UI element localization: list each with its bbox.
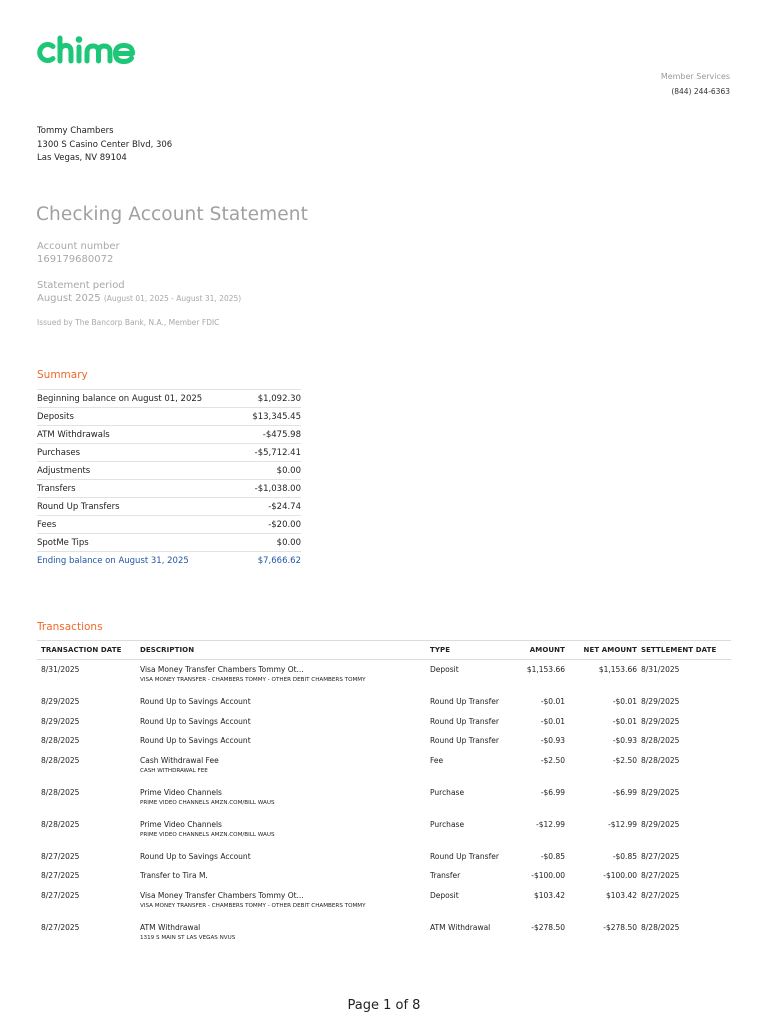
transaction-amount-text: -$100.00 bbox=[531, 871, 565, 880]
transaction-row bbox=[37, 712, 731, 732]
transaction-net-amount-text: -$12.99 bbox=[608, 819, 637, 829]
transaction-settlement-date bbox=[637, 788, 731, 797]
transaction-amount bbox=[512, 717, 565, 726]
transaction-description-text: Visa Money Transfer Chambers Tommy Ot... bbox=[140, 890, 304, 900]
transactions-title: Transactions bbox=[37, 621, 103, 633]
summary-row bbox=[37, 407, 301, 425]
transaction-date-text: 8/28/2025 bbox=[41, 819, 80, 829]
transaction-settlement-date bbox=[637, 923, 731, 932]
transaction-description bbox=[140, 820, 430, 838]
transaction-net-amount bbox=[565, 665, 637, 674]
transaction-settlement-date bbox=[637, 697, 731, 706]
transaction-amount bbox=[512, 756, 565, 765]
transaction-net-amount bbox=[565, 820, 637, 829]
summary-label: Fees bbox=[37, 519, 57, 530]
transaction-amount bbox=[512, 891, 565, 900]
summary-label: ATM Withdrawals bbox=[37, 429, 110, 440]
transaction-date-text: 8/29/2025 bbox=[41, 697, 80, 706]
transaction-description-text: Prime Video Channels bbox=[140, 787, 222, 797]
transaction-type-text: Purchase bbox=[430, 787, 465, 797]
transaction-row bbox=[37, 866, 731, 886]
transaction-date bbox=[37, 820, 140, 829]
transaction-net-amount-text: -$2.50 bbox=[612, 755, 637, 765]
transaction-description bbox=[140, 665, 430, 683]
transaction-amount-text: -$2.50 bbox=[540, 755, 565, 765]
statement-period-month: August 2025 bbox=[37, 293, 101, 304]
transaction-settlement-date bbox=[637, 665, 731, 674]
transaction-merchant-detail: VISA MONEY TRANSFER - CHAMBERS TOMMY - OTHER DEBIT CHAMBERS TOMMY bbox=[140, 677, 366, 683]
transaction-type-text: Round Up Transfer bbox=[430, 851, 499, 861]
transaction-description-text: Round Up to Savings Account bbox=[140, 736, 251, 745]
summary-value: -$20.00 bbox=[268, 519, 301, 530]
transaction-amount bbox=[512, 665, 565, 674]
transaction-description-text: ATM Withdrawal bbox=[140, 922, 201, 932]
transaction-date-text: 8/28/2025 bbox=[41, 755, 80, 765]
transaction-amount bbox=[512, 852, 565, 861]
transactions-header bbox=[37, 640, 731, 660]
summary-row bbox=[37, 389, 301, 407]
transaction-type-text: Round Up Transfer bbox=[430, 697, 499, 706]
transaction-net-amount-text: -$0.01 bbox=[612, 697, 637, 706]
transaction-settlement-date bbox=[637, 852, 731, 861]
transaction-row bbox=[37, 783, 731, 815]
transaction-amount-text: -$278.50 bbox=[531, 922, 565, 932]
transaction-net-amount bbox=[565, 923, 637, 932]
header-transaction-date: TRANSACTION DATE bbox=[41, 646, 122, 654]
address-line-2: Las Vegas, NV 89104 bbox=[37, 153, 127, 163]
summary-value: $13,345.45 bbox=[252, 411, 301, 422]
transaction-merchant-detail: VISA MONEY TRANSFER - CHAMBERS TOMMY - OTHER DEBIT CHAMBERS TOMMY bbox=[140, 902, 366, 909]
transaction-date-text: 8/29/2025 bbox=[41, 716, 80, 726]
transaction-date bbox=[37, 717, 140, 726]
transaction-settlement-date bbox=[637, 820, 731, 829]
member-services-label: Member Services bbox=[660, 72, 730, 81]
transaction-type bbox=[430, 788, 512, 797]
transaction-type bbox=[430, 665, 512, 674]
transaction-type bbox=[430, 717, 512, 726]
transaction-description bbox=[140, 871, 430, 880]
transaction-amount-text: -$6.99 bbox=[540, 787, 565, 797]
transaction-amount-text: -$0.85 bbox=[540, 851, 565, 861]
transactions-body bbox=[37, 660, 731, 950]
transaction-description-text: Transfer to Tira M. bbox=[140, 871, 208, 880]
transaction-amount-text: $103.42 bbox=[533, 890, 565, 900]
summary-value: $1,092.30 bbox=[257, 393, 301, 404]
transaction-date bbox=[37, 923, 140, 932]
chime-logo bbox=[36, 30, 138, 70]
transaction-date bbox=[37, 756, 140, 765]
transaction-description bbox=[140, 756, 430, 774]
transaction-settlement-date-text: 8/29/2025 bbox=[641, 819, 680, 829]
transaction-net-amount-text: -$100.00 bbox=[603, 871, 637, 880]
transaction-type bbox=[430, 871, 512, 880]
transaction-merchant-detail: PRIME VIDEO CHANNELS AMZN.COM/BILL WAUS bbox=[140, 799, 275, 806]
transaction-date-text: 8/28/2025 bbox=[41, 787, 80, 797]
summary-row bbox=[37, 479, 301, 497]
summary-row bbox=[37, 515, 301, 533]
transaction-description bbox=[140, 891, 430, 909]
transaction-settlement-date-text: 8/28/2025 bbox=[641, 922, 680, 932]
summary-label: Deposits bbox=[37, 411, 74, 422]
transaction-settlement-date-text: 8/31/2025 bbox=[641, 665, 680, 674]
header-description: DESCRIPTION bbox=[140, 646, 195, 654]
transaction-amount bbox=[512, 697, 565, 706]
transaction-amount-text: -$12.99 bbox=[536, 819, 565, 829]
transaction-settlement-date bbox=[637, 871, 731, 880]
transaction-amount bbox=[512, 788, 565, 797]
transaction-settlement-date-text: 8/29/2025 bbox=[641, 697, 680, 706]
transaction-settlement-date-text: 8/28/2025 bbox=[641, 755, 680, 765]
summary-label: Purchases bbox=[37, 447, 81, 458]
transaction-type-text: Fee bbox=[430, 755, 444, 765]
statement-period-range: (August 01, 2025 - August 31, 2025) bbox=[103, 294, 242, 303]
transaction-amount-text: -$0.01 bbox=[540, 697, 565, 706]
transaction-merchant-detail: 1319 S MAIN ST LAS VEGAS NVUS bbox=[140, 934, 236, 941]
summary-label: Transfers bbox=[37, 483, 76, 494]
transactions-table bbox=[37, 640, 731, 950]
transaction-net-amount bbox=[565, 736, 637, 745]
transaction-date bbox=[37, 871, 140, 880]
transaction-date bbox=[37, 852, 140, 861]
transaction-description-text: Visa Money Transfer Chambers Tommy Ot... bbox=[140, 665, 304, 674]
transaction-date bbox=[37, 788, 140, 797]
transaction-row bbox=[37, 660, 731, 692]
header-net-amount: NET AMOUNT bbox=[583, 646, 637, 654]
summary-label: Round Up Transfers bbox=[37, 501, 120, 512]
transaction-type-text: Round Up Transfer bbox=[430, 716, 499, 726]
statement-title: Checking Account Statement bbox=[36, 204, 308, 225]
transaction-date bbox=[37, 891, 140, 900]
transaction-type bbox=[430, 852, 512, 861]
transaction-net-amount-text: $1,153.66 bbox=[598, 665, 637, 674]
summary-title: Summary bbox=[37, 369, 88, 381]
transaction-settlement-date bbox=[637, 736, 731, 745]
transaction-net-amount-text: -$6.99 bbox=[612, 787, 637, 797]
transaction-date-text: 8/28/2025 bbox=[41, 736, 80, 745]
transaction-description-text: Cash Withdrawal Fee bbox=[140, 755, 219, 765]
transaction-date-text: 8/27/2025 bbox=[41, 890, 80, 900]
transaction-amount bbox=[512, 820, 565, 829]
summary-row bbox=[37, 425, 301, 443]
summary-row bbox=[37, 533, 301, 551]
transaction-amount bbox=[512, 871, 565, 880]
transaction-date bbox=[37, 697, 140, 706]
transaction-merchant-detail: PRIME VIDEO CHANNELS AMZN.COM/BILL WAUS bbox=[140, 831, 275, 838]
transaction-type bbox=[430, 820, 512, 829]
transaction-net-amount-text: -$0.01 bbox=[612, 716, 637, 726]
summary-label: SpotMe Tips bbox=[37, 537, 89, 548]
transaction-date bbox=[37, 736, 140, 745]
transaction-merchant-detail: CASH WITHDRAWAL FEE bbox=[140, 767, 208, 774]
transaction-net-amount-text: -$0.93 bbox=[612, 736, 637, 745]
summary-label: Ending balance on August 31, 2025 bbox=[37, 555, 189, 566]
transaction-settlement-date bbox=[637, 756, 731, 765]
account-number-value: 169179680072 bbox=[37, 254, 114, 265]
header-settlement-date: SETTLEMENT DATE bbox=[641, 646, 717, 654]
header-type: TYPE bbox=[430, 646, 451, 654]
transaction-description bbox=[140, 852, 430, 861]
transaction-net-amount bbox=[565, 871, 637, 880]
member-services bbox=[661, 72, 730, 96]
transaction-settlement-date-text: 8/29/2025 bbox=[641, 716, 680, 726]
transaction-type bbox=[430, 923, 512, 932]
transaction-row bbox=[37, 918, 731, 950]
summary-value: -$24.74 bbox=[268, 501, 301, 512]
transaction-description-text: Round Up to Savings Account bbox=[140, 851, 251, 861]
transaction-row bbox=[37, 751, 731, 783]
transaction-row bbox=[37, 886, 731, 918]
transaction-settlement-date-text: 8/27/2025 bbox=[641, 851, 680, 861]
transaction-date-text: 8/31/2025 bbox=[41, 665, 80, 674]
transaction-row bbox=[37, 692, 731, 712]
transaction-description-text: Round Up to Savings Account bbox=[140, 716, 251, 726]
page-number: Page 1 of 8 bbox=[347, 998, 421, 1013]
transaction-type-text: Deposit bbox=[430, 890, 459, 900]
transaction-amount-text: -$0.01 bbox=[540, 716, 565, 726]
transaction-net-amount bbox=[565, 852, 637, 861]
summary-table bbox=[37, 389, 301, 569]
summary-value: $0.00 bbox=[276, 465, 301, 476]
transaction-settlement-date bbox=[637, 891, 731, 900]
transaction-description bbox=[140, 788, 430, 806]
transaction-type-text: Deposit bbox=[430, 665, 459, 674]
summary-value: $0.00 bbox=[276, 537, 301, 548]
header-amount: AMOUNT bbox=[529, 646, 565, 654]
transaction-row bbox=[37, 847, 731, 867]
transaction-description bbox=[140, 923, 430, 941]
transaction-net-amount-text: -$278.50 bbox=[603, 922, 637, 932]
summary-value: -$1,038.00 bbox=[254, 483, 301, 494]
summary-row bbox=[37, 461, 301, 479]
transaction-date-text: 8/27/2025 bbox=[41, 851, 80, 861]
statement-period-label: Statement period bbox=[37, 280, 125, 291]
address-line-1: 1300 S Casino Center Blvd, 306 bbox=[37, 139, 173, 150]
transaction-settlement-date-text: 8/27/2025 bbox=[641, 890, 680, 900]
member-services-phone: (844) 244-6363 bbox=[671, 87, 730, 96]
transaction-settlement-date bbox=[637, 717, 731, 726]
transaction-net-amount bbox=[565, 891, 637, 900]
summary-value: -$5,712.41 bbox=[254, 447, 301, 458]
account-number-label: Account number bbox=[37, 241, 120, 252]
transaction-date-text: 8/27/2025 bbox=[41, 922, 80, 932]
transaction-type-text: Purchase bbox=[430, 819, 465, 829]
transaction-date bbox=[37, 665, 140, 674]
summary-label: Beginning balance on August 01, 2025 bbox=[37, 393, 203, 404]
transaction-net-amount bbox=[565, 788, 637, 797]
transaction-type bbox=[430, 756, 512, 765]
transaction-settlement-date-text: 8/27/2025 bbox=[641, 871, 680, 880]
transaction-type-text: Transfer bbox=[430, 871, 461, 880]
transaction-net-amount bbox=[565, 717, 637, 726]
transaction-net-amount bbox=[565, 756, 637, 765]
customer-name: Tommy Chambers bbox=[37, 126, 114, 136]
transaction-row bbox=[37, 731, 731, 751]
issuer-note: Issued by The Bancorp Bank, N.A., Member FDIC bbox=[37, 318, 220, 327]
transaction-description-text: Round Up to Savings Account bbox=[140, 697, 251, 706]
transaction-net-amount-text: $103.42 bbox=[605, 890, 637, 900]
transaction-net-amount-text: -$0.85 bbox=[612, 851, 637, 861]
transaction-date-text: 8/27/2025 bbox=[41, 871, 80, 880]
statement-period-block bbox=[37, 280, 241, 304]
transaction-type-text: Round Up Transfer bbox=[430, 736, 499, 745]
summary-value: -$475.98 bbox=[262, 429, 301, 440]
transaction-settlement-date-text: 8/29/2025 bbox=[641, 787, 680, 797]
transaction-net-amount bbox=[565, 697, 637, 706]
transaction-row bbox=[37, 815, 731, 847]
transaction-description-text: Prime Video Channels bbox=[140, 819, 222, 829]
account-number-block bbox=[37, 241, 120, 265]
transaction-description bbox=[140, 697, 430, 706]
customer-address bbox=[37, 125, 172, 166]
summary-row bbox=[37, 551, 301, 569]
transaction-description bbox=[140, 736, 430, 745]
transaction-amount-text: $1,153.66 bbox=[526, 665, 565, 674]
transaction-type bbox=[430, 697, 512, 706]
transaction-settlement-date-text: 8/28/2025 bbox=[641, 736, 680, 745]
transaction-amount bbox=[512, 736, 565, 745]
transaction-type bbox=[430, 891, 512, 900]
transaction-amount-text: -$0.93 bbox=[540, 736, 565, 745]
transaction-type-text: ATM Withdrawal bbox=[430, 922, 491, 932]
summary-label: Adjustments bbox=[37, 465, 91, 476]
statement-period-value bbox=[37, 293, 241, 304]
transaction-description bbox=[140, 717, 430, 726]
summary-value: $7,666.62 bbox=[257, 555, 301, 566]
transaction-type bbox=[430, 736, 512, 745]
transaction-amount bbox=[512, 923, 565, 932]
summary-row bbox=[37, 497, 301, 515]
summary-row bbox=[37, 443, 301, 461]
